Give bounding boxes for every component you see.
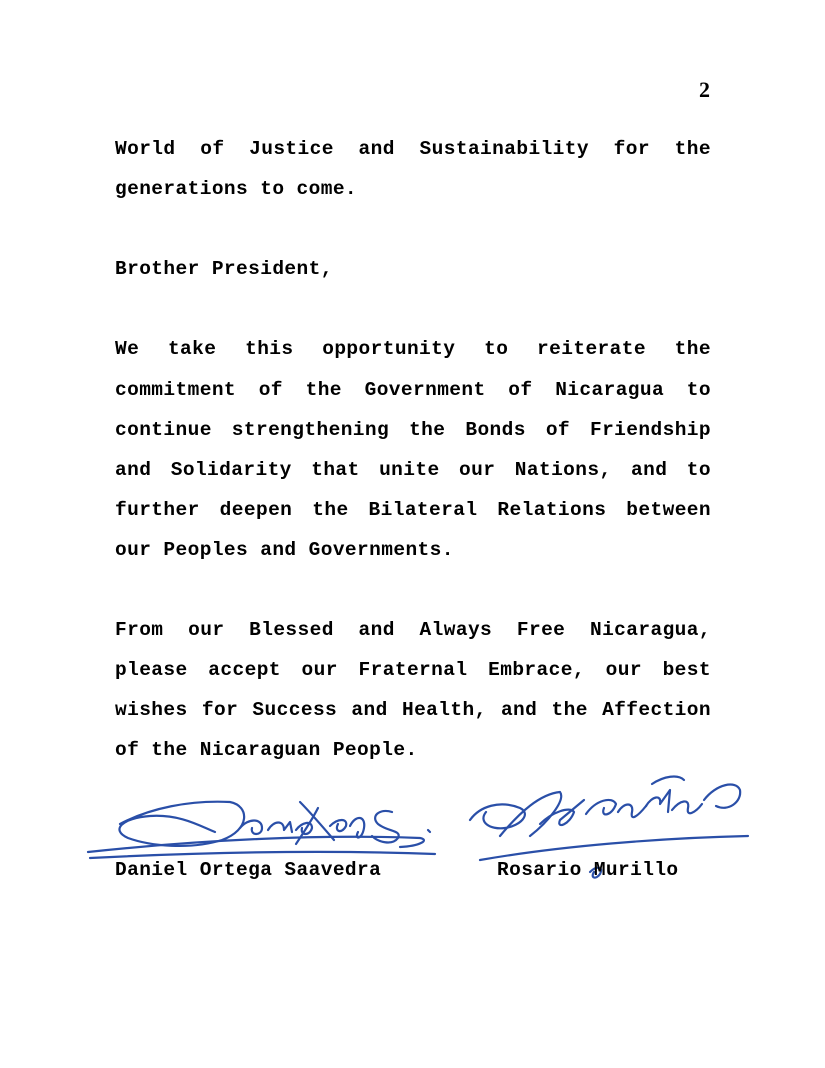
signatory-name-daniel-ortega: Daniel Ortega Saavedra	[115, 859, 382, 881]
signature-rosario-murillo	[470, 777, 748, 878]
letter-body	[115, 129, 711, 771]
signature-daniel-ortega	[88, 802, 435, 858]
paragraph-closing-fragment: World of Justice and Sustainability for the generations to come.	[115, 138, 711, 201]
page-number: 2	[699, 77, 710, 102]
salutation: Brother President,	[115, 258, 333, 281]
signatory-name-rosario-murillo: Rosario Murillo	[497, 859, 679, 881]
paragraph-commitment: We take this opportunity to reiterate the commitment of the Government of Nicaragua to continue strengthening the Bonds of Friendship and Solidarity that unite our Nations, and to further deepen the Bilateral Relations between our Peoples and Governments.	[115, 338, 711, 561]
paragraph-closing-wishes: From our Blessed and Always Free Nicaragua, please accept our Fraternal Embrace, our best wishes for Success and Health, and the Affection of the Nicaraguan People.	[115, 619, 711, 762]
